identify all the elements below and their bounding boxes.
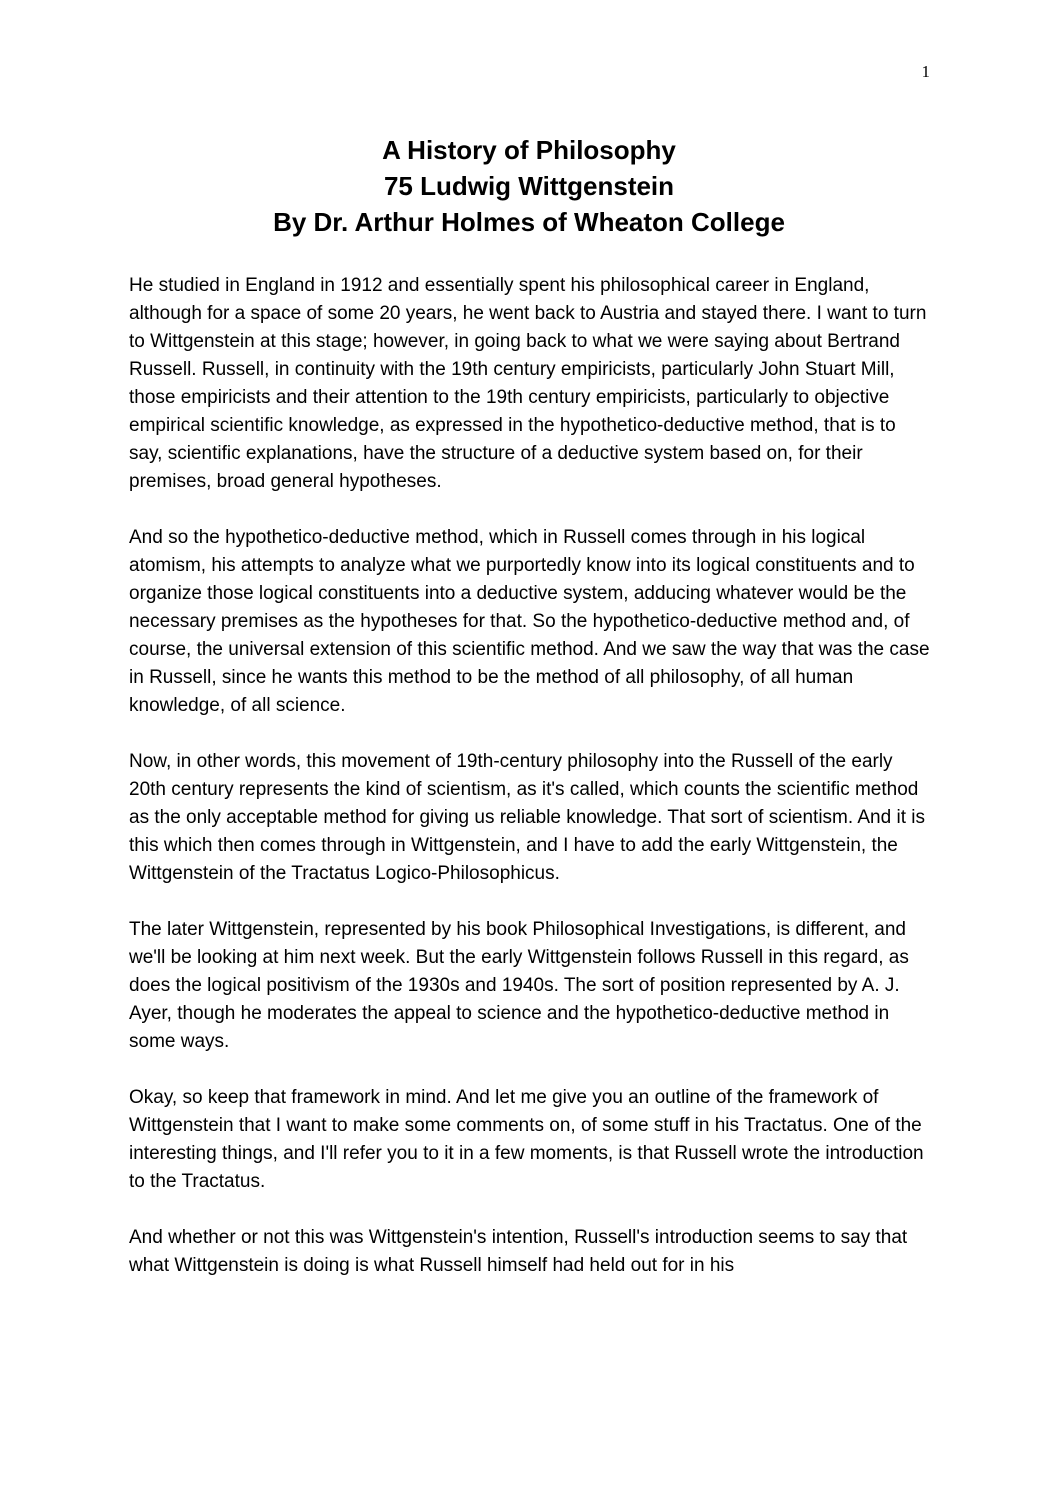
paragraph: He studied in England in 1912 and essentially spent his philosophical career in England, although for a space of some 20 years, he went back to Austria and stayed there. I want to turn to Wittgenstein at this stage; however, in going back to what we were saying about Bertrand Russell. Russell, in continuity with the 19th century empiricists, particularly John Stuart Mill, those empiricists and their attention to the 19th century empiricists, particularly to objective empirical scientific knowledge, as expressed in the hypothetico-deductive method, that is to say, scientific explanations, have the structure of a deductive system based on, for their premises, broad general hypotheses.: [129, 275, 927, 492]
paragraph: The later Wittgenstein, represented by his book Philosophical Investigations, is different, and we'll be looking at him next week. But the early Wittgenstein follows Russell in this regard, as does the logical positivism of the 1930s and 1940s. The sort of position represented by A. J. Ayer, though he moderates the appeal to science and the hypothetico-deductive method in some ways.: [129, 919, 909, 1052]
title-line-lecture: 75 Ludwig Wittgenstein: [383, 171, 675, 201]
paragraph: And whether or not this was Wittgenstein's intention, Russell's introduction seems to say that what Wittgenstein is doing is what Russell himself had held out for in his: [129, 1227, 908, 1276]
title-line-series: A History of Philosophy: [382, 135, 676, 165]
document-title: [0, 132, 1058, 240]
document-body: [129, 272, 934, 1308]
page-number: 1: [921, 62, 930, 81]
paragraph: Now, in other words, this movement of 19th-century philosophy into the Russell of the early 20th century represents the kind of scientism, as it's called, which counts the scientific method as the only acceptable method for giving us reliable knowledge. That sort of scientism. And it is this which then comes through in Wittgenstein, and I have to add the early Wittgenstein, the Wittgenstein of the Tractatus Logico-Philosophicus.: [129, 751, 925, 884]
paragraph: Okay, so keep that framework in mind. And let me give you an outline of the framework of Wittgenstein that I want to make some comments on, of some stuff in his Tractatus. One of the interesting things, and I'll refer you to it in a few moments, is that Russell wrote the introduction to the Tractatus.: [129, 1087, 924, 1192]
title-line-author: By Dr. Arthur Holmes of Wheaton College: [273, 207, 785, 237]
paragraph: And so the hypothetico-deductive method, which in Russell comes through in his logical atomism, his attempts to analyze what we purportedly know into its logical constituents and to organize those logical constituents into a deductive system, adducing whatever would be the necessary premises as the hypotheses for that. So the hypothetico-deductive method and, of course, the universal extension of this scientific method. And we saw the way that was the case in Russell, since he wants this method to be the method of all philosophy, of all human knowledge, of all science.: [129, 527, 930, 716]
